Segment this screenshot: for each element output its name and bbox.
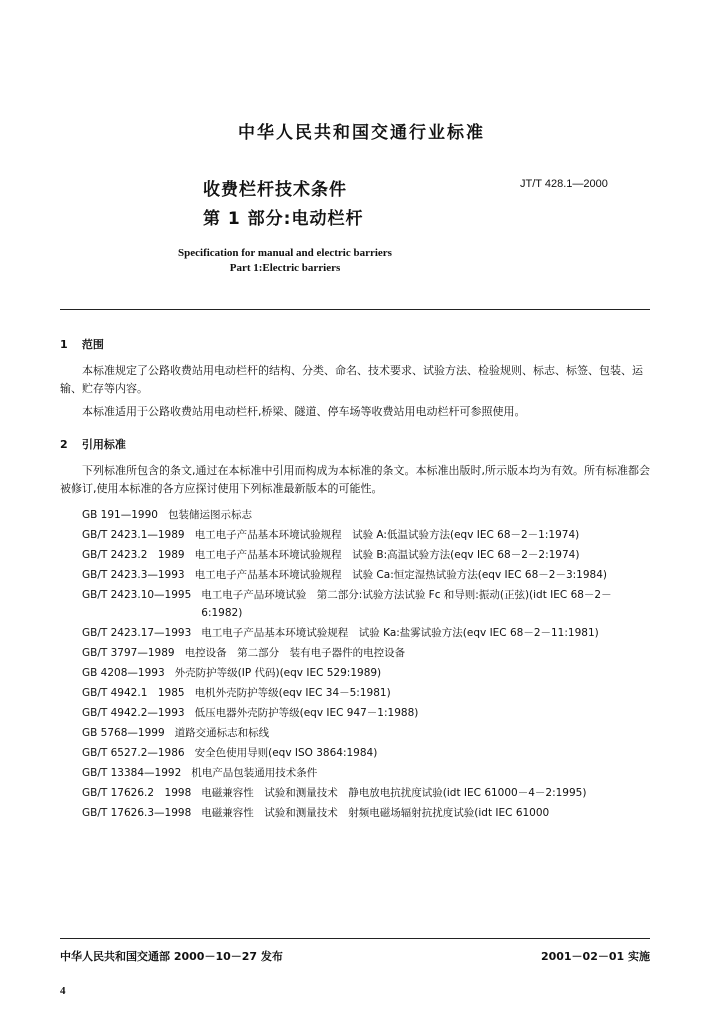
section-number: 1 [60, 338, 68, 351]
reference-title: 电工电子产品基本环境试验规程 试验 Ca:恒定湿热试验方法(eqv IEC 68－2－3:1984) [194, 569, 607, 581]
reference-code: GB 4208—1993 [82, 667, 165, 679]
reference-item [82, 804, 652, 822]
reference-item [82, 704, 652, 722]
reference-title: 电工电子产品基本环境试验规程 试验 Ka:盐雾试验方法(eqv IEC 68－2－11:1981) [201, 627, 599, 639]
reference-code: GB/T 17626.3—1998 [82, 807, 192, 819]
reference-code: GB/T 4942.2—1993 [82, 707, 185, 719]
reference-title: 电控设备 第二部分 装有电子器件的电控设备 [184, 647, 406, 659]
reference-code: GB/T 6527.2—1986 [82, 747, 185, 759]
standard-category: 中华人民共和国交通行业标准 [238, 123, 485, 143]
reference-code: GB/T 2423.17—1993 [82, 627, 192, 639]
reference-list [82, 506, 652, 824]
reference-item [82, 664, 652, 682]
reference-title: 安全色使用导则(eqv ISO 3864:1984) [194, 747, 378, 759]
page-number: 4 [60, 985, 66, 997]
document-subtitle: 第 1 部分:电动栏杆 [203, 209, 364, 229]
reference-code: GB/T 2423.1—1989 [82, 529, 185, 541]
reference-item [82, 624, 652, 642]
reference-title: 外壳防护等级(IP 代码)(eqv IEC 529:1989) [174, 667, 382, 679]
reference-title: 电工电子产品基本环境试验规程 试验 A:低温试验方法(eqv IEC 68－2－1:1974) [194, 529, 580, 541]
reference-item [82, 684, 652, 702]
header-divider [60, 309, 650, 310]
reference-code: GB/T 4942.1 1985 [82, 687, 185, 699]
reference-title: 包装储运图示标志 [167, 509, 252, 521]
reference-code: GB 5768—1999 [82, 727, 165, 739]
reference-title: 电磁兼容性 试验和测量技术 静电放电抗扰度试验(idt IEC 61000－4－2:1995) [201, 787, 587, 799]
reference-title: 道路交通标志和标线 [174, 727, 270, 739]
paragraph: 本标准适用于公路收费站用电动栏杆,桥梁、隧道、停车场等收费站用电动栏杆可参照使用。 [82, 405, 526, 418]
reference-item [82, 506, 652, 524]
reference-code: GB 191—1990 [82, 509, 158, 521]
reference-item [82, 724, 652, 742]
reference-item [82, 644, 652, 662]
document-title: 收费栏杆技术条件 [203, 180, 347, 200]
reference-title: 低压电器外壳防护等级(eqv IEC 947－1:1988) [194, 707, 419, 719]
reference-title: 电工电子产品环境试验 第二部分:试验方法试验 Fc 和导则:振动(正弦)(idt IEC 68－2－6:1982) [201, 589, 612, 619]
section-heading [60, 436, 126, 452]
reference-item [82, 784, 652, 802]
reference-item [82, 526, 652, 544]
reference-item [82, 764, 652, 782]
reference-title: 机电产品包装通用技术条件 [191, 767, 318, 779]
reference-title: 电机外壳防护等级(eqv IEC 34－5:1981) [194, 687, 391, 699]
reference-title: 电工电子产品基本环境试验规程 试验 B:高温试验方法(eqv IEC 68－2－2:1974) [194, 549, 580, 561]
reference-title: 电磁兼容性 试验和测量技术 射频电磁场辐射抗扰度试验(idt IEC 61000 [201, 807, 550, 819]
reference-item [82, 744, 652, 762]
reference-item [82, 546, 652, 564]
paragraph: 本标准规定了公路收费站用电动栏杆的结构、分类、命名、技术要求、试验方法、检验规则、标志、标签、包装、运输、贮存等内容。 [60, 364, 643, 395]
footer-divider [60, 938, 650, 939]
reference-item [82, 586, 652, 622]
reference-item [82, 566, 652, 584]
reference-code: GB/T 2423.3—1993 [82, 569, 185, 581]
reference-code: GB/T 17626.2 1998 [82, 787, 192, 799]
english-subtitle: Part 1:Electric barriers [229, 262, 341, 274]
paragraph: 下列标准所包含的条文,通过在本标准中引用而构成为本标准的条文。本标准出版时,所示版本均为有效。所有标准都会被修订,使用本标准的各方应探讨使用下列标准最新版本的可能性。 [60, 464, 650, 495]
english-title: Specification for manual and electric barriers [178, 247, 392, 259]
reference-code: GB/T 13384—1992 [82, 767, 182, 779]
publish-info: 中华人民共和国交通部 2000－10－27 发布 [60, 950, 283, 963]
section-number: 2 [60, 438, 68, 451]
section-heading [60, 336, 104, 352]
reference-code: GB/T 3797—1989 [82, 647, 175, 659]
standard-code: JT/T 428.1—2000 [520, 178, 608, 190]
reference-code: GB/T 2423.2 1989 [82, 549, 185, 561]
reference-code: GB/T 2423.10—1995 [82, 589, 192, 601]
implement-info: 2001－02－01 实施 [540, 950, 650, 963]
section-title: 范围 [81, 338, 104, 351]
section-title: 引用标准 [81, 438, 126, 451]
